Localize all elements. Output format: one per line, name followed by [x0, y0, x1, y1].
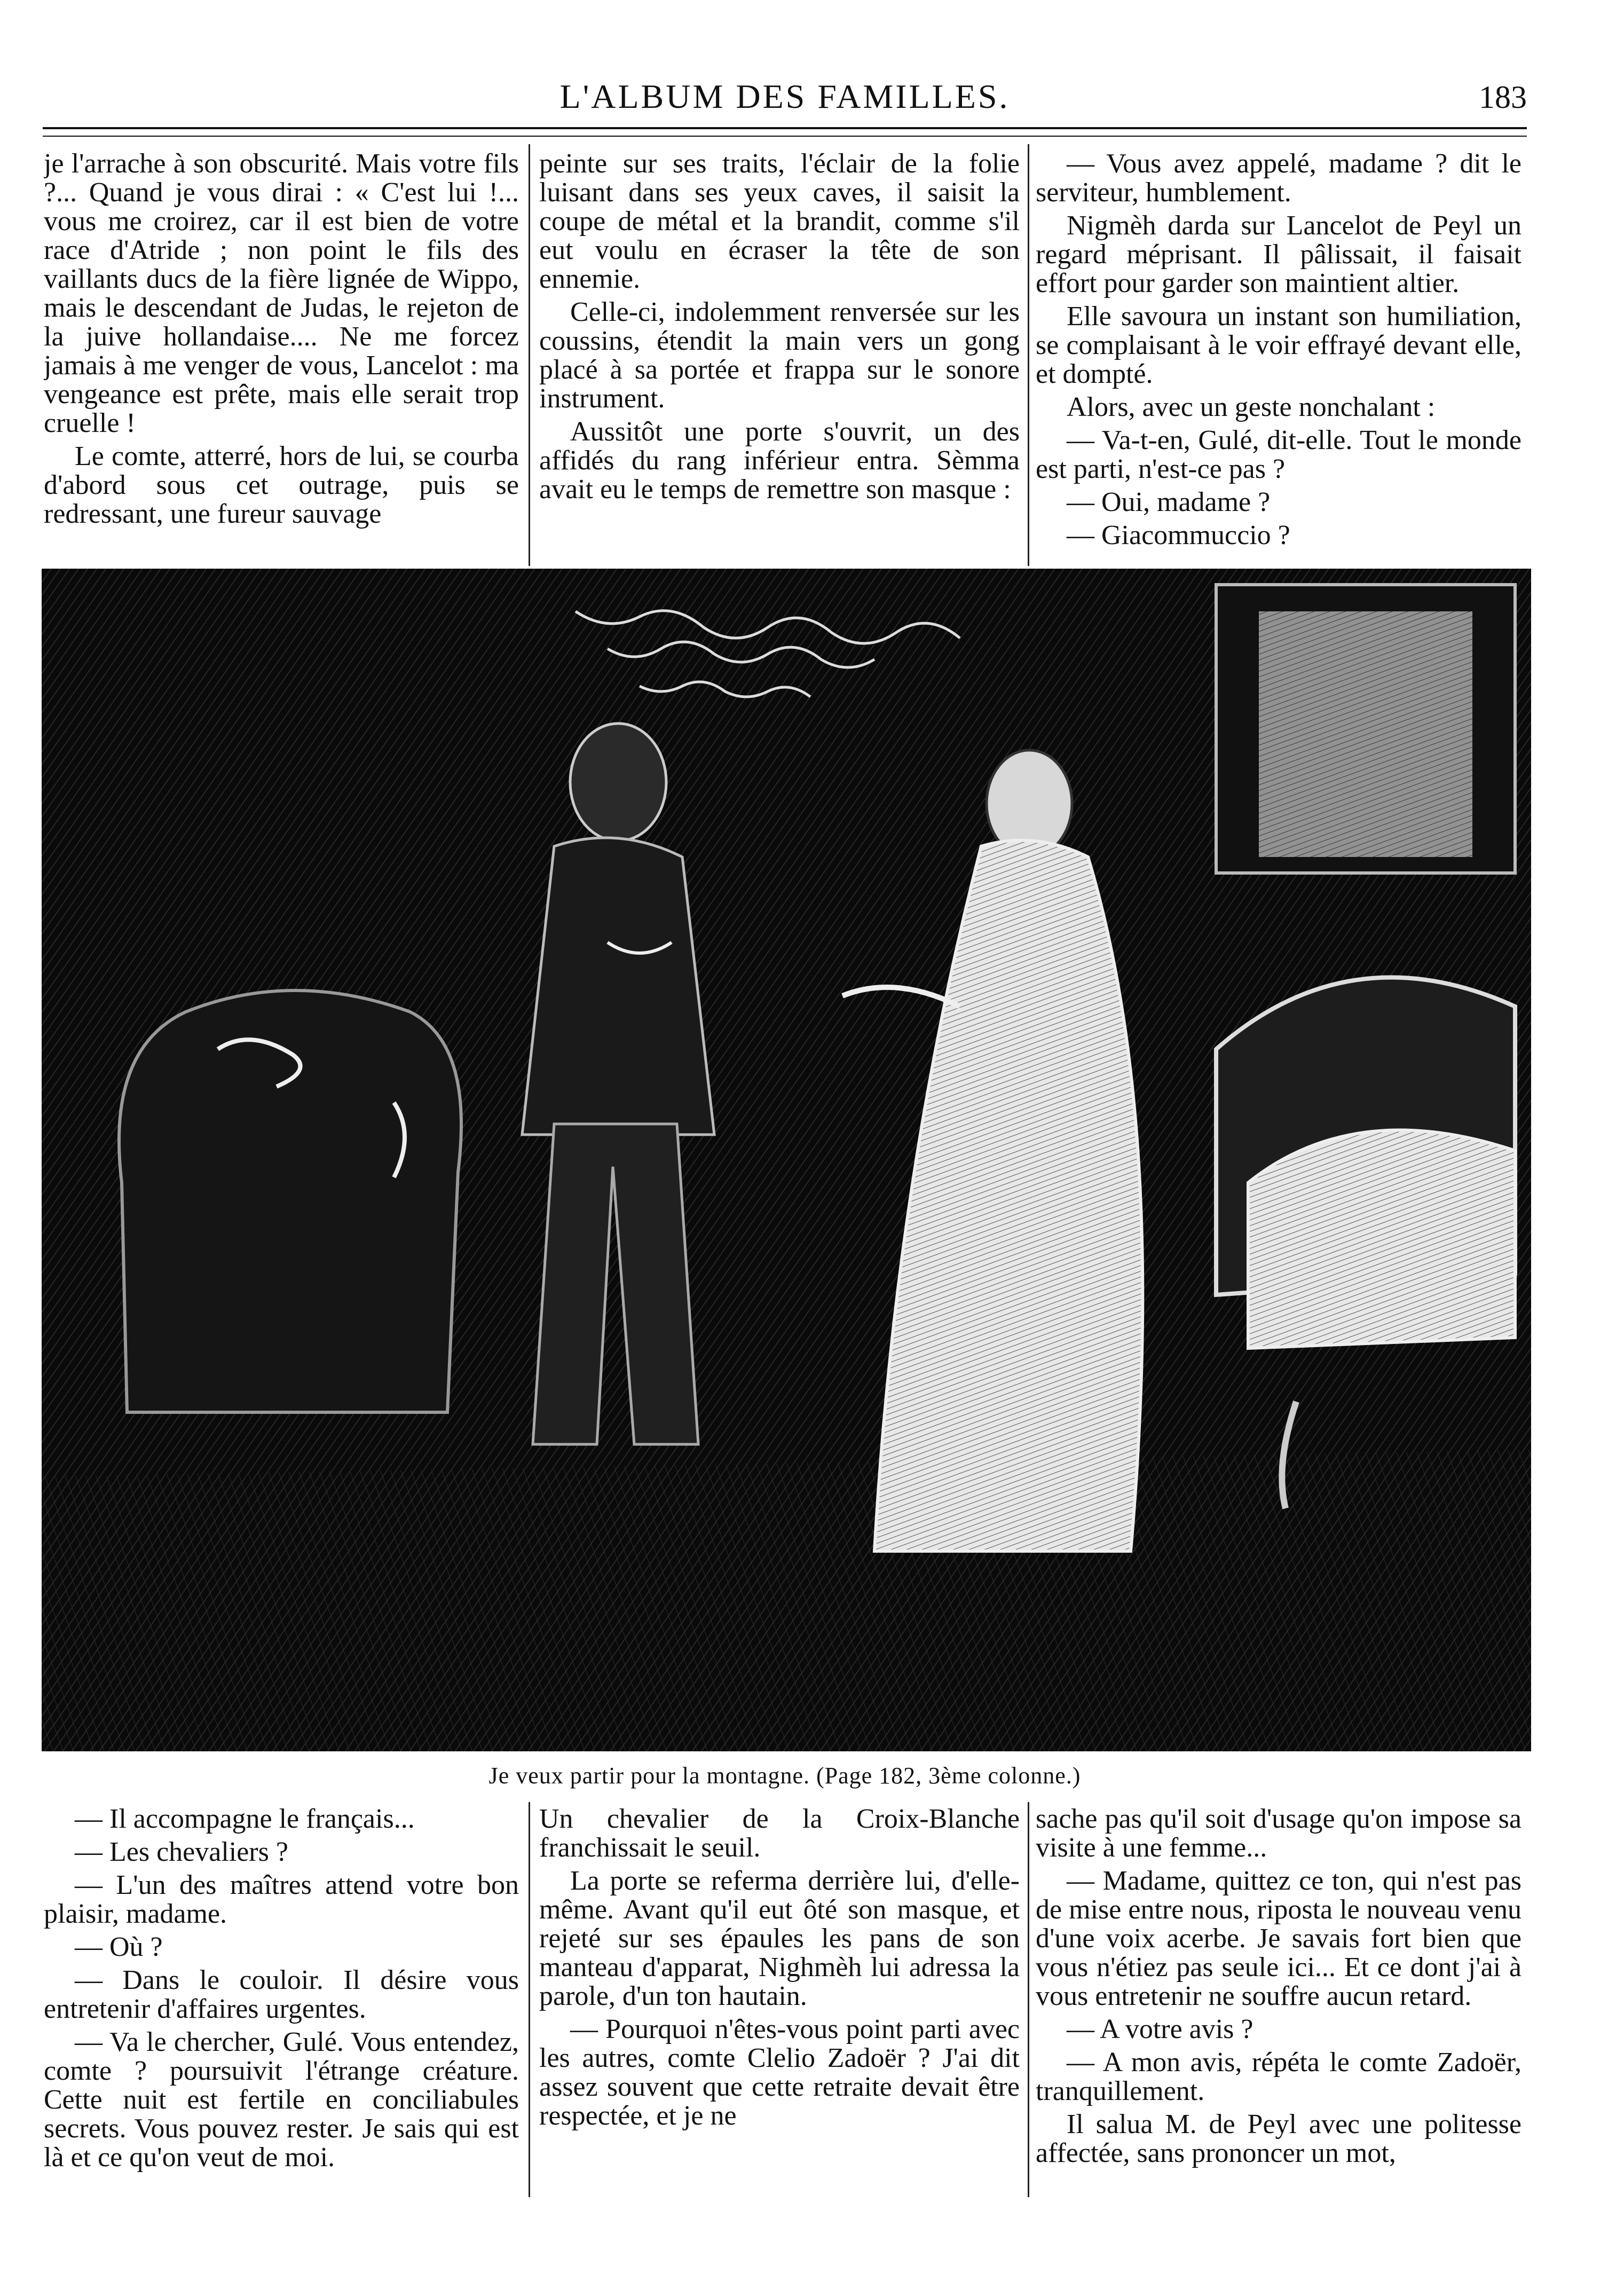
engraving-scene	[42, 569, 1531, 1751]
paragraph: Nigmèh darda sur Lancelot de Peyl un regard méprisant. Il pâlissait, il faisait effort pour garder son maintient altier.	[1036, 210, 1521, 298]
column-rule	[529, 1802, 530, 2197]
illustration-caption: Je veux partir pour la montagne. (Page 182, 3ème colonne.)	[488, 1763, 1081, 1789]
paragraph: — Où ?	[75, 1932, 163, 1962]
paragraph: — Oui, madame ?	[1067, 487, 1271, 517]
floor	[42, 1450, 1531, 1751]
paragraph: — A votre avis ?	[1067, 2014, 1254, 2044]
paragraph: — Giacommuccio ?	[1067, 520, 1290, 550]
paragraph: Aussitôt une porte s'ouvrit, un des affidés du rang inférieur entra. Sèmma avait eu le temps de remettre son masque :	[539, 416, 1020, 505]
paragraph: — A mon avis, répéta le comte Zadoër, tranquillement.	[1036, 2047, 1521, 2106]
paragraph: — Pourquoi n'êtes-vous point parti avec les autres, comte Clelio Zadoër ? J'ai dit assez souvent que cette retraite devait être respectée, et je ne	[539, 2014, 1020, 2131]
paragraph: Un chevalier de la Croix-Blanche franchissait le seuil.	[539, 1805, 1020, 1863]
engraving-illustration	[42, 569, 1531, 1751]
top-column-1	[44, 150, 519, 561]
paragraph: Il salua M. de Peyl avec une politesse affectée, sans prononcer un mot,	[1036, 2109, 1521, 2168]
column-rule	[1028, 1802, 1029, 2197]
paragraph: sache pas qu'il soit d'usage qu'on impose sa visite à une femme...	[1036, 1805, 1521, 1863]
top-column-2	[539, 150, 1020, 561]
paragraph: je l'arrache à son obscurité. Mais votre fils ?... Quand je vous dirai : « C'est lui !... vous me croirez, car il est bien de votre race d'Atride ; non point le fils des vaillants ducs de la fière lignée de Wippo, mais le descendant de Judas, le rejeton de la juive hollandaise.... Ne me forcez jamais à me venger de vous, Lancelot : ma vengeance est prête, mais elle serait trop cruelle !	[44, 150, 519, 438]
paragraph: — Les chevaliers ?	[75, 1837, 288, 1867]
paragraph: Alors, avec un geste nonchalant :	[1067, 392, 1436, 422]
paragraph: Celle-ci, indolemment renversée sur les coussins, étendit la main vers un gong placé à sa portée et frappa sur le sonore instrument.	[539, 297, 1020, 414]
armchair	[119, 990, 461, 1412]
bottom-column-3	[1036, 1805, 1521, 2189]
window	[1216, 585, 1515, 873]
paragraph: La porte se referma derrière lui, d'elle-même. Avant qu'il eut ôté son masque, et rejeté sur ses épaules les pans de son manteau d'apparat, Nighmèh lui adressa la parole, d'un ton hautain.	[539, 1866, 1020, 2011]
paragraph: peinte sur ses traits, l'éclair de la folie luisant dans ses yeux caves, il saisit la coupe de métal et la brandit, comme s'il eut voulu en écraser la tête de son ennemie.	[539, 150, 1020, 294]
header-rule	[43, 127, 1527, 129]
page-number: 183	[1479, 80, 1527, 115]
top-column-3	[1036, 150, 1521, 561]
bottom-column-2	[539, 1805, 1020, 2189]
paragraph: Elle savoura un instant son humiliation, se complaisant à le voir effrayé devant elle, et dompté.	[1036, 301, 1521, 389]
paragraph: — Va le chercher, Gulé. Vous entendez, comte ? poursuivit l'étrange créature. Cette nuit est fertile en conciliabules secrets. Vous pouvez rester. Je sais qui est là et ce qu'on veut de moi.	[44, 2027, 519, 2173]
paragraph: — Il accompagne le français...	[75, 1805, 415, 1834]
running-title: L'ALBUM DES FAMILLES.	[559, 77, 1010, 115]
column-rule	[1028, 144, 1029, 566]
paragraph: — Vous avez appelé, madame ? dit le serviteur, humblement.	[1036, 150, 1521, 208]
page-header	[43, 69, 1527, 128]
paragraph: Le comte, atterré, hors de lui, se courba d'abord sous cet outrage, puis se redressant, une fureur sauvage	[44, 441, 519, 529]
paragraph: — Va-t-en, Gulé, dit-elle. Tout le monde est parti, n'est-ce pas ?	[1036, 425, 1521, 484]
paragraph: — L'un des maîtres attend votre bon plaisir, madame.	[44, 1870, 519, 1929]
column-rule	[529, 144, 530, 566]
paragraph: — Madame, quittez ce ton, qui n'est pas de mise entre nous, riposta le nouveau venu d'une voix acerbe. Je savais fort bien que vous n'étiez pas seule ici... Et ce dont j'ai à vous entretenir ne souffre aucun retard.	[1036, 1866, 1521, 2011]
header-rule-thin	[43, 136, 1527, 137]
paragraph: — Dans le couloir. Il désire vous entretenir d'affaires urgentes.	[44, 1965, 519, 2024]
bottom-column-1	[44, 1805, 519, 2189]
